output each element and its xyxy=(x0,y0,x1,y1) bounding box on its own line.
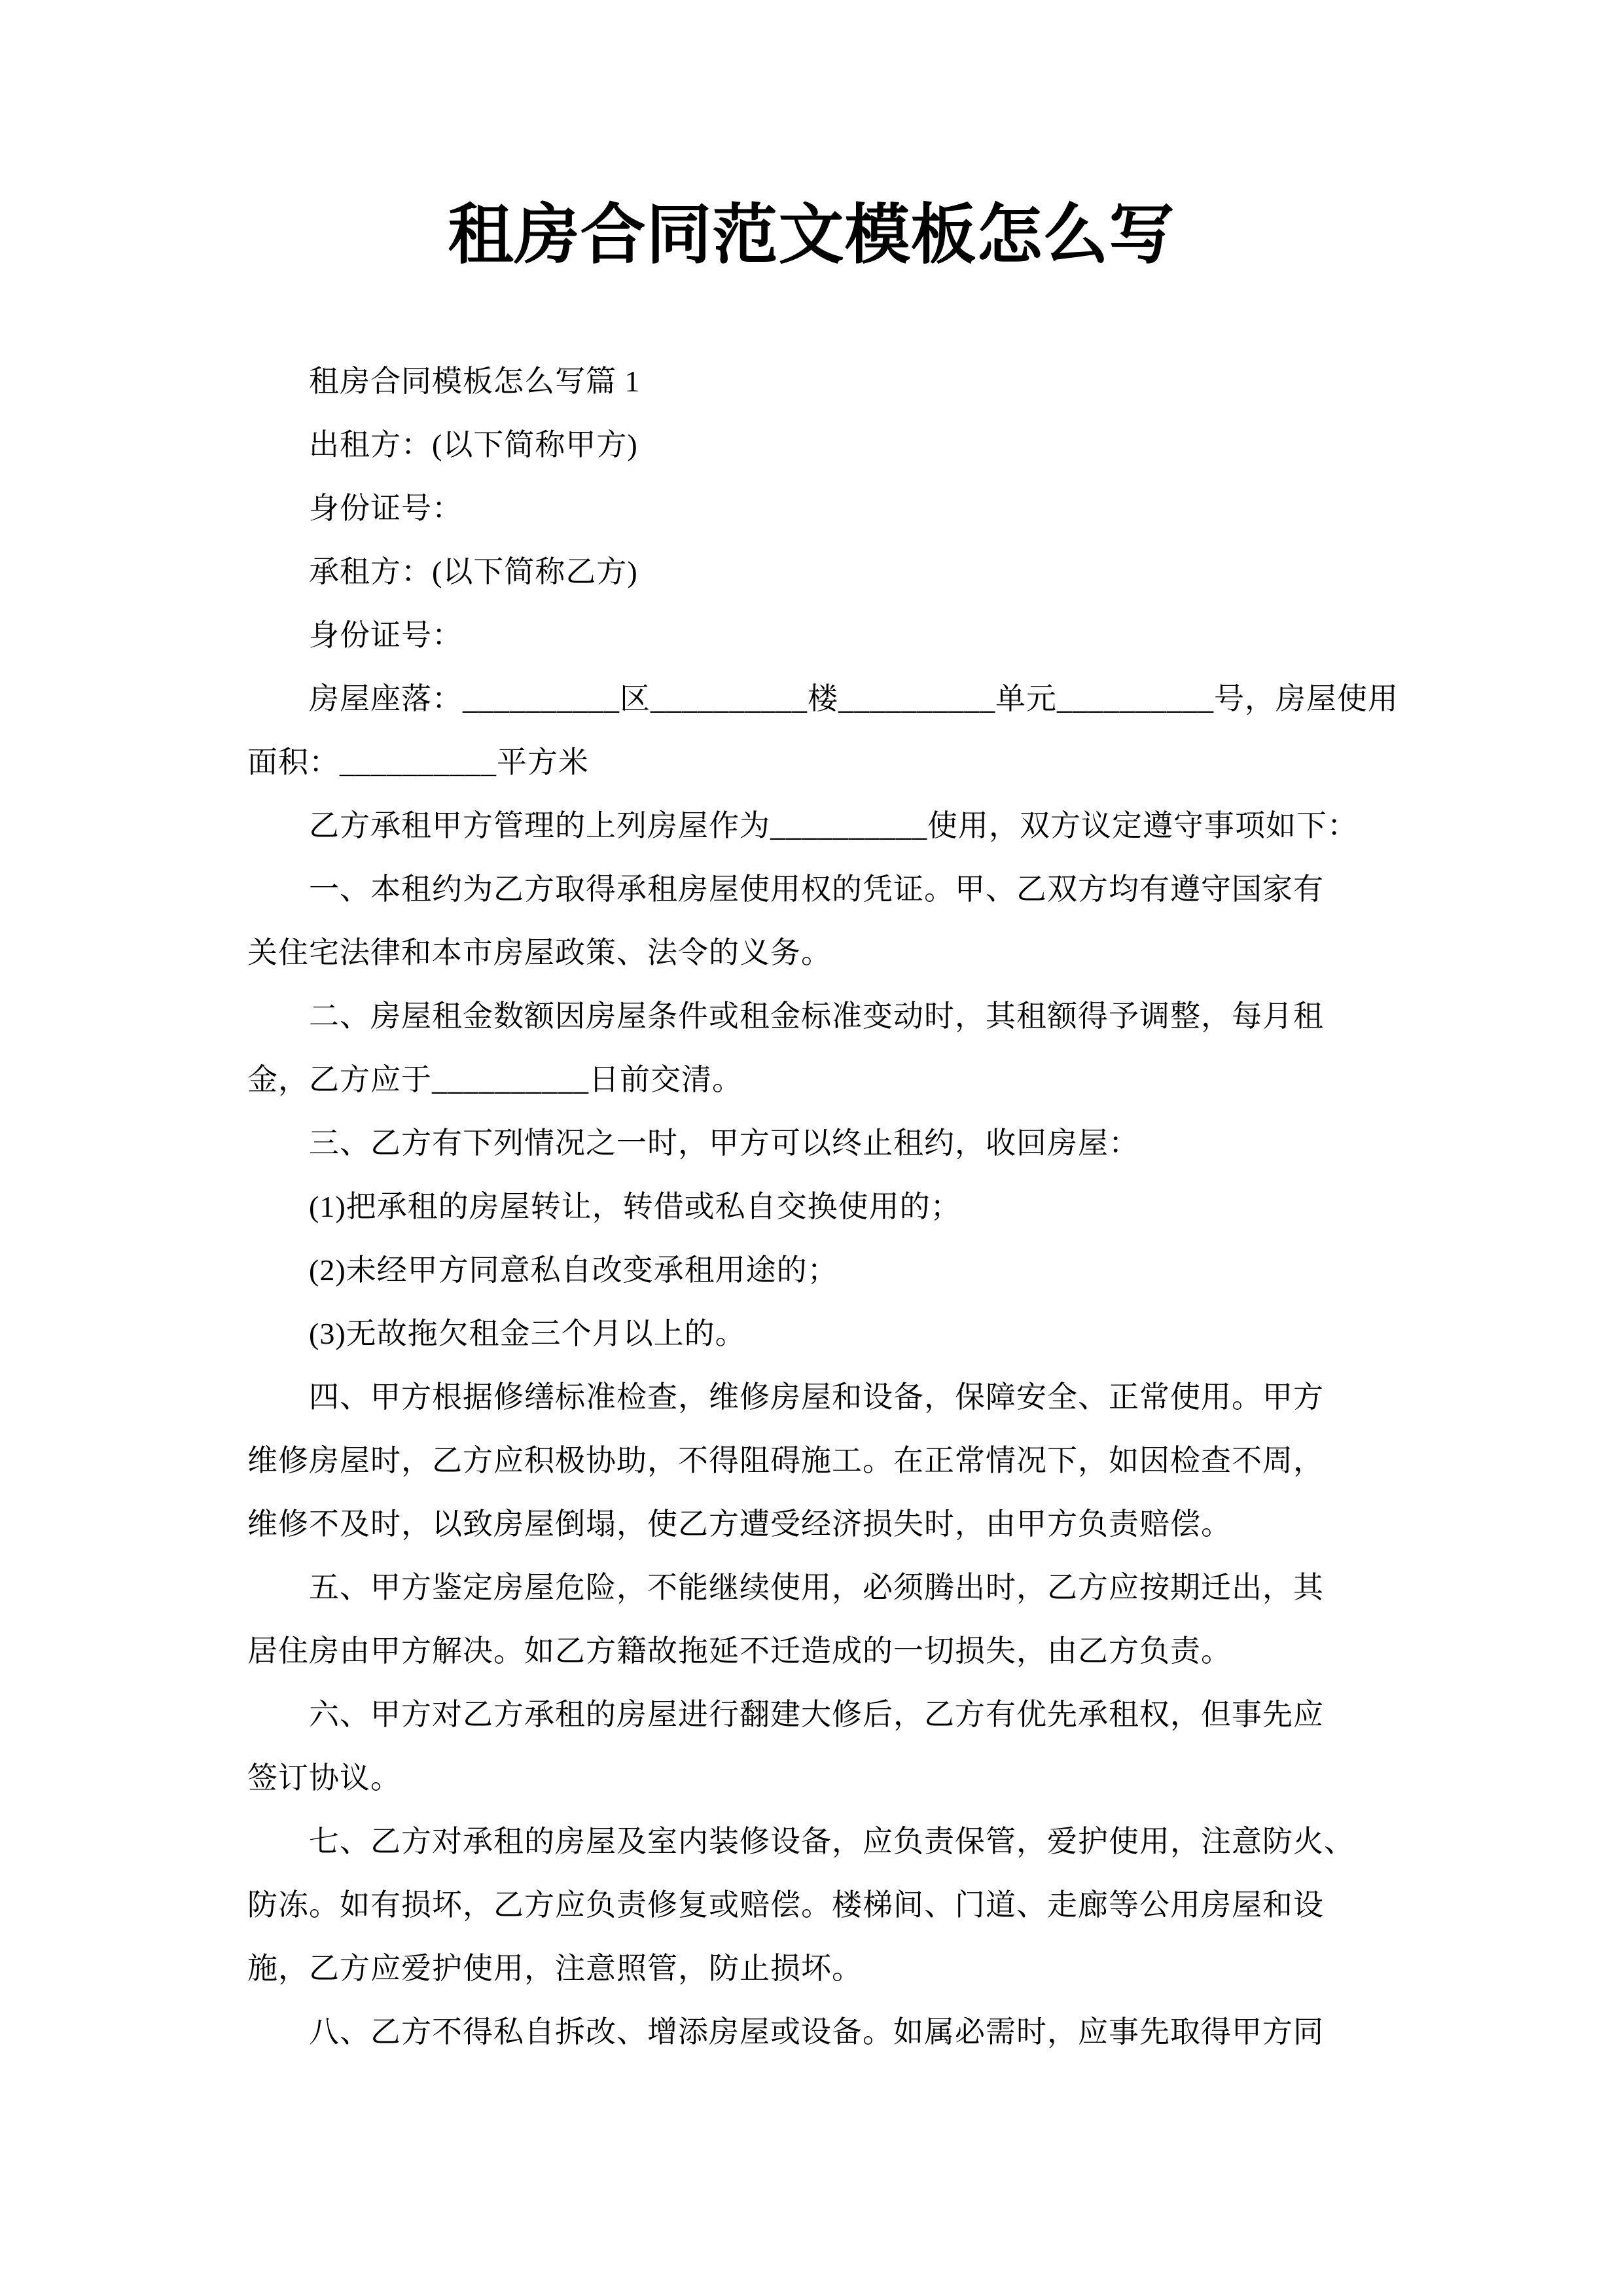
text-line: 乙方承租甲方管理的上列房屋作为__________使用，双方议定遵守事项如下： xyxy=(309,809,1358,842)
text-line: 二、房屋租金数额因房屋条件或租金标准变动时，其租额得予调整，每月租 xyxy=(309,999,1324,1033)
text-line: 维修不及时，以致房屋倒塌，使乙方遭受经济损失时，由甲方负责赔偿。 xyxy=(247,1507,1232,1541)
text-line: 身份证号： xyxy=(309,492,463,525)
text-line: (3)无故拖欠租金三个月以上的。 xyxy=(309,1317,746,1350)
document-title: 租房合同范文模板怎么写 xyxy=(448,199,1175,272)
text-line: 施，乙方应爱护使用，注意照管，防止损坏。 xyxy=(247,1952,863,1985)
text-line: 八、乙方不得私自拆改、增添房屋或设备。如属必需时，应事先取得甲方同 xyxy=(309,2015,1324,2049)
text-line: 房屋座落：__________区__________楼__________单元__________号，房屋使用 xyxy=(309,682,1399,715)
text-line: 签订协议。 xyxy=(247,1761,401,1795)
text-line: 出租方：(以下简称甲方) xyxy=(309,428,638,461)
text-line: 面积：__________平方米 xyxy=(247,745,589,779)
text-line: 三、乙方有下列情况之一时，甲方可以终止租约，收回房屋： xyxy=(309,1126,1139,1160)
text-line: 维修房屋时，乙方应积极协助，不得阻碍施工。在正常情况下，如因检查不周， xyxy=(247,1444,1324,1477)
text-line: 五、甲方鉴定房屋危险，不能继续使用，必须腾出时，乙方应按期迁出，其 xyxy=(309,1571,1324,1604)
text-line: 七、乙方对承租的房屋及室内装修设备，应负责保管，爱护使用，注意防火、 xyxy=(309,1825,1355,1858)
text-line: 防冻。如有损坏，乙方应负责修复或赔偿。楼梯间、门道、走廊等公用房屋和设 xyxy=(247,1888,1324,1922)
text-line: 身份证号： xyxy=(309,619,463,652)
text-line: 金，乙方应于__________日前交清。 xyxy=(247,1063,743,1096)
text-line: 四、甲方根据修缮标准检查，维修房屋和设备，保障安全、正常使用。甲方 xyxy=(309,1380,1324,1414)
text-line: 居住房由甲方解决。如乙方籍故拖延不迁造成的一切损失，由乙方负责。 xyxy=(247,1634,1232,1668)
text-line: 六、甲方对乙方承租的房屋进行翻建大修后，乙方有优先承租权，但事先应 xyxy=(309,1698,1324,1731)
text-line: 一、本租约为乙方取得承租房屋使用权的凭证。甲、乙双方均有遵守国家有 xyxy=(309,872,1324,906)
text-line: 关住宅法律和本市房屋政策、法令的义务。 xyxy=(247,936,832,969)
text-line: 承租方：(以下简称乙方) xyxy=(309,555,638,588)
text-line: 租房合同模板怎么写篇 1 xyxy=(309,365,641,398)
text-line: (2)未经甲方同意私自改变承租用途的； xyxy=(309,1253,838,1287)
text-line: (1)把承租的房屋转让，转借或私自交换使用的； xyxy=(309,1190,961,1223)
document-body xyxy=(247,350,1399,2064)
